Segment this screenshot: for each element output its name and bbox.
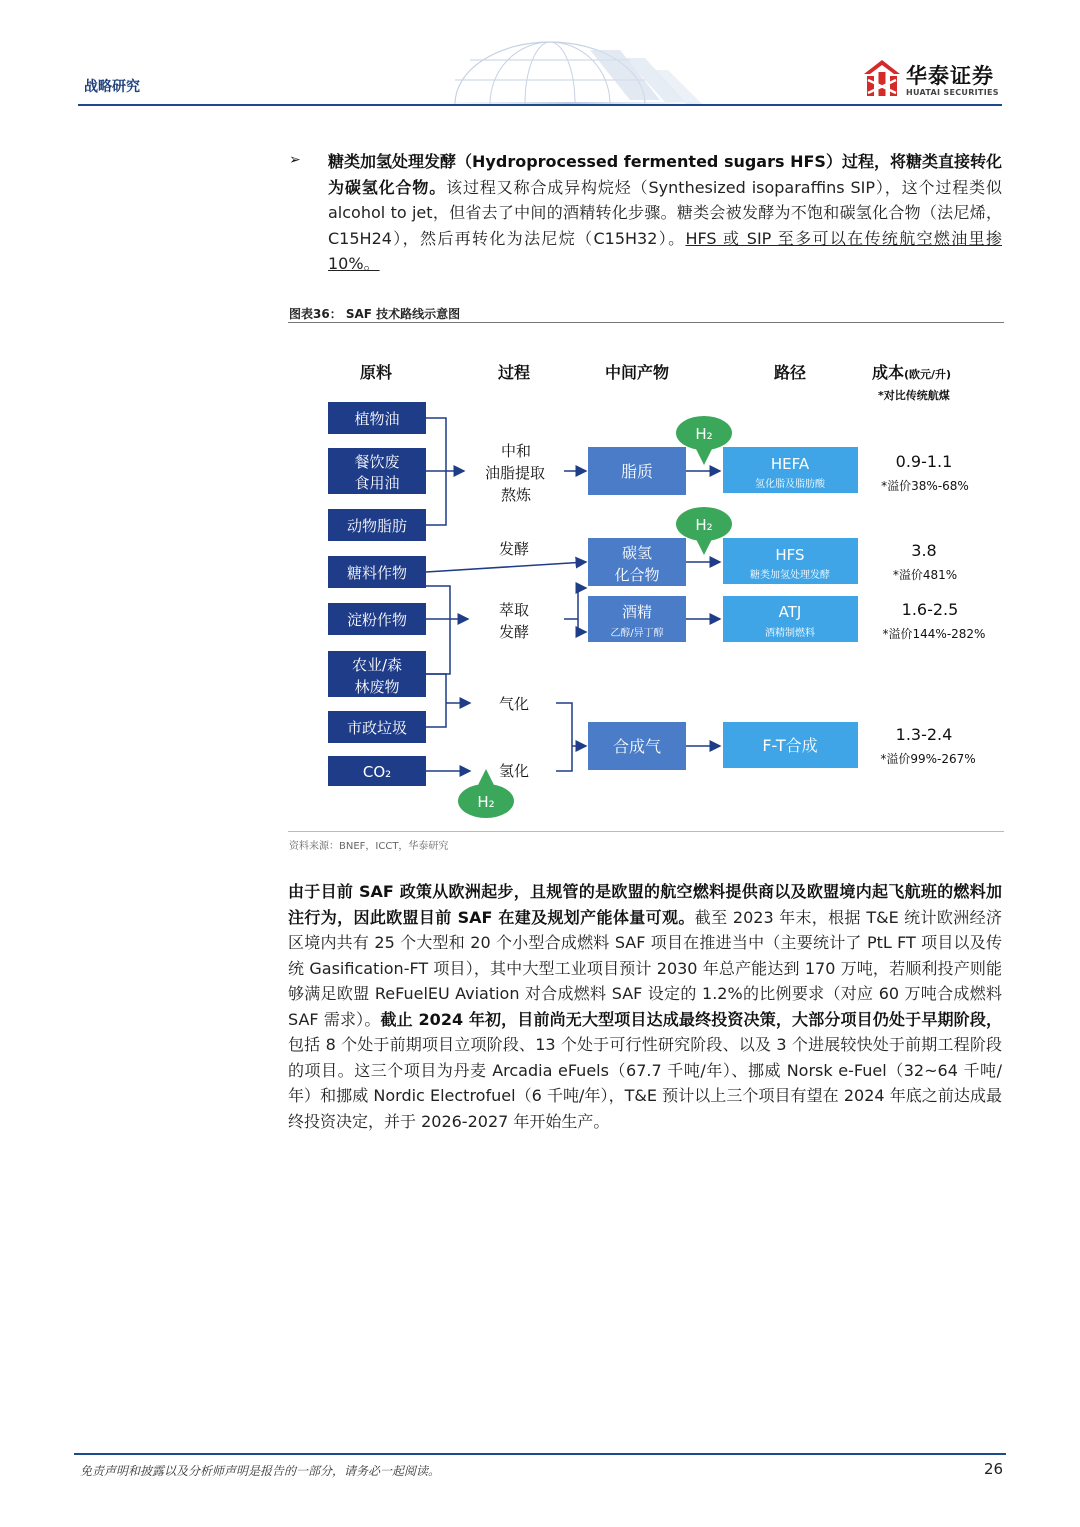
svg-text:酒精: 酒精 <box>621 603 653 621</box>
header-globe-decoration <box>420 40 720 106</box>
cost-atj: 1.6-2.5 <box>901 600 959 619</box>
header-feedstock: 原料 <box>359 363 393 382</box>
svg-text:HFS: HFS <box>775 546 805 564</box>
body-paragraph <box>288 879 1002 1134</box>
intro-underlined-text: HFS 或 SIP 至多可以在传统航空燃油里掺 10%。 <box>328 228 1002 273</box>
process-ferment: 发酵 <box>498 540 530 558</box>
pathway-hefa <box>723 447 858 493</box>
header-cost-unit: (欧元/升) <box>904 368 952 381</box>
intro-paragraph <box>328 149 1002 277</box>
feedstock-veg-oil <box>328 402 426 434</box>
process-hydrogenate: 氢化 <box>498 762 530 780</box>
body-normal-1: 截至 2023 年末，根据 T&E 统计欧洲经济区境内共有 25 个大型和 20 个小型合成燃料 SAF 项目在推进当中（主要统计了 PtL FT 项目以及传统 Gasification-FT 项目），其中大型工业项目预计 2030 年总产能达到 170 万吨，若顺利投产则能够满足欧盟 ReFuelEU Aviation 对合成燃料 SAF 设定的 1.2%的比例要求（对应 60 万吨合成燃料 SAF 需求）。 <box>288 907 1002 1029</box>
saf-pathway-diagram <box>288 326 1004 826</box>
svg-text:糖料作物: 糖料作物 <box>346 564 408 582</box>
svg-text:餐饮废: 餐饮废 <box>354 453 400 471</box>
section-label: 战略研究 <box>84 79 140 95</box>
connector-gasify-bracket <box>426 674 470 727</box>
premium-hefa: *溢价38%-68% <box>881 479 969 493</box>
footer-divider <box>74 1453 1006 1455</box>
arrow-sugar-ferment <box>426 562 586 572</box>
feedstock-municipal-waste <box>328 711 426 743</box>
svg-text:H₂: H₂ <box>695 425 713 443</box>
svg-text:ATJ: ATJ <box>778 603 802 621</box>
brand-name-cn: 华泰证券 <box>906 64 994 88</box>
connector-starch-bracket <box>426 586 468 674</box>
figure-title: 图表36： SAF 技术路线示意图 <box>289 307 461 321</box>
svg-text:植物油: 植物油 <box>354 410 400 428</box>
svg-text:碳氢: 碳氢 <box>621 544 653 562</box>
intro-normal-text: 该过程又称合成异构烷烃（Synthesized isoparaffins SIP），这个过程类似 alcohol to jet，但省去了中间的酒精转化步骤。糖类会被发酵为不饱和碳氢化合物（法尼烯，C15H24），然后再转化为法尼烷（C15H32）。 <box>328 177 1002 248</box>
svg-text:F-T合成: F-T合成 <box>762 736 818 755</box>
figure-bottom-rule <box>288 831 1004 832</box>
process-extract-ferment: 发酵 <box>498 623 530 641</box>
process-neutralize: 中和 <box>500 442 532 460</box>
header-divider <box>78 104 1002 106</box>
svg-text:成本(欧元/升) <box>872 363 951 382</box>
bullet-arrow-icon: ➢ <box>289 152 301 168</box>
process-extract: 萃取 <box>498 601 530 619</box>
header-pathway: 路径 <box>773 363 807 382</box>
intermediate-alcohol <box>588 596 686 642</box>
pathway-atj <box>723 596 858 642</box>
connector-syngas-bracket <box>556 703 586 771</box>
header-intermediate: 中间产物 <box>604 363 670 382</box>
premium-atj: *溢价144%-282% <box>882 627 986 641</box>
svg-text:H₂: H₂ <box>695 516 713 534</box>
page-number: 26 <box>984 1460 1004 1478</box>
pathway-hfs <box>723 538 858 584</box>
intermediate-lipid <box>588 447 686 495</box>
header-process: 过程 <box>497 363 531 382</box>
feedstock-agri-forestry-waste <box>328 651 426 697</box>
body-bold-1: 由于目前 SAF 政策从欧洲起步，且规管的是欧盟的航空燃料提供商以及欧盟境内起飞航班的燃料加注行为，因此欧盟目前 SAF 在建及规划产能体量可观。 <box>288 882 1002 927</box>
intermediate-hydrocarbon <box>588 538 686 586</box>
footer-disclaimer: 免责声明和披露以及分析师声明是报告的一部分，请务必一起阅读。 <box>80 1464 441 1478</box>
connector-lipid-bracket <box>426 418 464 525</box>
svg-text:林废物: 林废物 <box>354 678 400 696</box>
arrow-to-alcohol <box>564 588 586 619</box>
svg-text:氢化脂及脂肪酸: 氢化脂及脂肪酸 <box>755 479 825 490</box>
brand-name-en: HUATAI SECURITIES <box>906 88 999 97</box>
svg-text:动物脂肪: 动物脂肪 <box>346 517 408 535</box>
cost-ft: 1.3-2.4 <box>895 725 953 744</box>
body-bold-2: 截止 2024 年初，目前尚无大型项目达成最终投资决策，大部分项目仍处于早期阶段， <box>380 1009 1002 1029</box>
intermediate-syngas <box>588 722 686 770</box>
arrow-to-hydrocarbon-from-extract <box>578 619 586 632</box>
svg-text:市政垃圾: 市政垃圾 <box>346 719 408 737</box>
svg-text:乙醇/异丁醇: 乙醇/异丁醇 <box>610 628 664 639</box>
body-normal-2: 包括 8 个处于前期项目立项阶段、13 个处于可行性研究阶段、以及 3 个进展较快处于前期工程阶段的项目。这三个项目为丹麦 Arcadia eFuels（67.7 千吨/年）、挪威 Norsk e-Fuel（32~64 千吨/年）和挪威 Nordic Electrofuel（6 千吨/年），T&E 预计以上三个项目有望在 2024 年底之前达成最终投资决定，并于 2026-2027 年开始生产。 <box>288 1035 1002 1131</box>
cost-hefa: 0.9-1.1 <box>895 452 953 471</box>
premium-hfs: *溢价481% <box>892 568 958 582</box>
svg-text:农业/森: 农业/森 <box>351 656 403 674</box>
feedstock-waste-cooking-oil <box>328 448 426 494</box>
process-render: 熬炼 <box>500 486 532 504</box>
feedstock-animal-fat <box>328 509 426 541</box>
figure-source: 资料来源：BNEF，ICCT，华泰研究 <box>289 841 449 852</box>
feedstock-starch-crops <box>328 603 426 635</box>
cost-hfs: 3.8 <box>911 541 937 560</box>
svg-text:食用油: 食用油 <box>354 474 400 492</box>
process-oil-extraction: 油脂提取 <box>484 464 546 482</box>
svg-text:合成气: 合成气 <box>612 737 662 756</box>
svg-text:H₂: H₂ <box>477 793 495 811</box>
huatai-logo-icon <box>864 60 900 98</box>
svg-text:化合物: 化合物 <box>614 566 660 584</box>
svg-text:CO₂: CO₂ <box>362 763 392 781</box>
pathway-ft <box>723 722 858 768</box>
svg-text:淀粉作物: 淀粉作物 <box>346 611 408 629</box>
feedstock-co2 <box>328 756 426 786</box>
feedstock-sugar-crops <box>328 556 426 588</box>
svg-text:酒精制燃料: 酒精制燃料 <box>765 628 815 639</box>
svg-text:糖类加氢处理发酵: 糖类加氢处理发酵 <box>750 570 830 581</box>
header-cost-note: *对比传统航煤 <box>878 389 950 402</box>
svg-text:HEFA: HEFA <box>770 455 810 473</box>
figure-top-rule <box>288 322 1004 323</box>
premium-ft: *溢价99%-267% <box>880 752 976 766</box>
svg-text:脂质: 脂质 <box>620 462 654 481</box>
header-cost: 成本 <box>872 363 905 382</box>
intro-bold-text: 糖类加氢处理发酵（Hydroprocessed fermented sugars HFS）过程，将糖类直接转化为碳氢化合物。 <box>328 152 1002 197</box>
process-gasify: 气化 <box>498 695 530 713</box>
